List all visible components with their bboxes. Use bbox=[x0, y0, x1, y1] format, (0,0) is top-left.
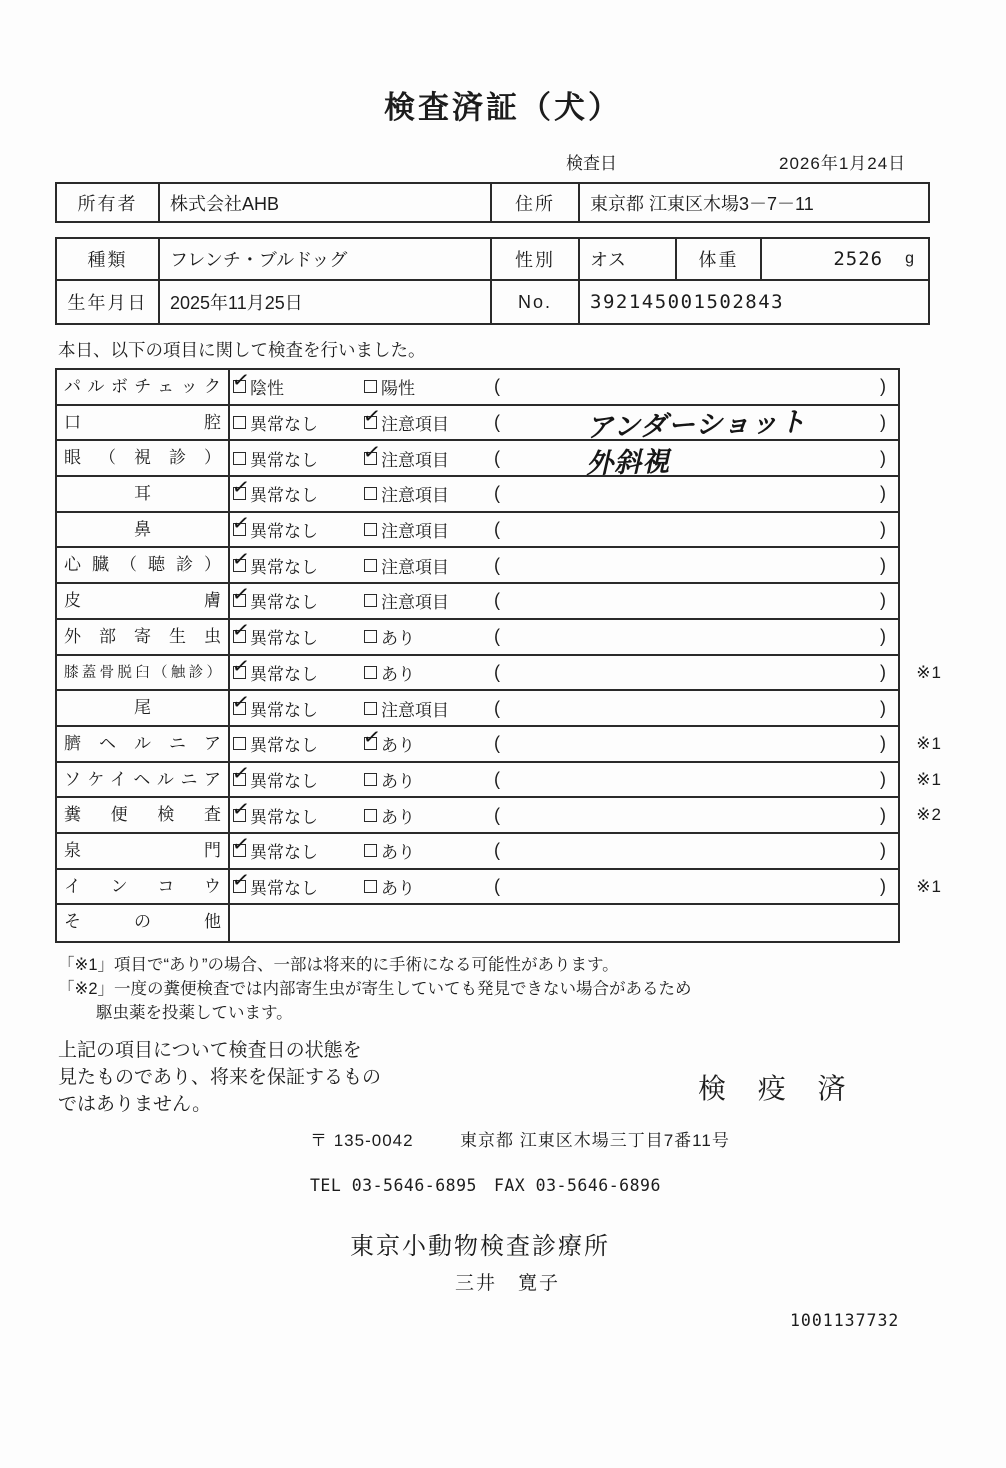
dog-table bbox=[55, 237, 930, 325]
clinic-address-row bbox=[0, 1126, 1006, 1150]
check-mark-icon: ✓ bbox=[361, 439, 383, 465]
checkbox-icon bbox=[364, 523, 377, 536]
paren-open: ( bbox=[494, 804, 500, 825]
option-label: 異常なし bbox=[250, 771, 318, 791]
weight-label: 体重 bbox=[677, 239, 762, 279]
handwritten-note bbox=[500, 881, 880, 891]
row-body bbox=[230, 691, 898, 725]
serial-number: 1001137732 bbox=[790, 1311, 900, 1330]
check-mark-icon: ✓ bbox=[230, 653, 252, 679]
check-mark-icon: ✓ bbox=[230, 510, 252, 537]
checkbox-checked-icon bbox=[230, 760, 252, 787]
option-label: 注意項目 bbox=[381, 522, 449, 542]
checkbox-checked-icon bbox=[361, 439, 383, 465]
paren-open: ( bbox=[494, 590, 500, 611]
row-body bbox=[230, 620, 898, 654]
check-mark-icon: ✓ bbox=[361, 725, 383, 751]
option-2 bbox=[361, 803, 492, 828]
option-2 bbox=[361, 517, 492, 542]
tel-fax: TEL 03-5646-6895 FAX 03-5646-6896 bbox=[310, 1176, 661, 1195]
option-1 bbox=[230, 760, 361, 792]
checkbox-checked-icon bbox=[230, 689, 252, 715]
checkbox-checked-icon bbox=[230, 618, 252, 644]
check-mark-icon: ✓ bbox=[230, 760, 252, 787]
option-1 bbox=[230, 368, 361, 399]
paren-field bbox=[492, 626, 898, 647]
option-2 bbox=[361, 767, 492, 792]
option-2 bbox=[361, 374, 492, 399]
disclaimer-line-2: 見たものであり、将来を保証するもの bbox=[58, 1067, 382, 1088]
option-2 bbox=[361, 439, 492, 471]
checkbox-icon bbox=[364, 559, 377, 572]
paren-field bbox=[492, 376, 898, 397]
paren-close: ) bbox=[880, 733, 886, 754]
exam-date-label: 検査日 bbox=[566, 154, 617, 173]
option-2 bbox=[361, 874, 492, 899]
dog-table-row-1 bbox=[57, 239, 928, 281]
checkbox-icon bbox=[364, 630, 377, 643]
check-mark-icon: ✓ bbox=[230, 618, 252, 644]
option-label: 注意項目 bbox=[381, 557, 449, 577]
checklist-row bbox=[57, 584, 898, 620]
checkbox-icon bbox=[364, 844, 377, 857]
address-value: 東京都 江東区木場3－7－11 bbox=[590, 193, 814, 214]
owner-label: 所有者 bbox=[57, 184, 160, 221]
vet-name: 三井 寛子 bbox=[455, 1273, 561, 1294]
option-label: 異常なし bbox=[250, 593, 318, 613]
option-label: 異常なし bbox=[250, 486, 318, 506]
footnote-mark: ※1 bbox=[916, 662, 942, 682]
footnotes bbox=[58, 953, 1006, 1025]
option-2 bbox=[361, 624, 492, 649]
option-label: あり bbox=[381, 664, 415, 684]
dog-table-row-2 bbox=[57, 281, 928, 323]
option-1 bbox=[230, 731, 361, 756]
option-label: 異常なし bbox=[250, 557, 318, 577]
paren-open: ( bbox=[494, 483, 500, 504]
exam-date-value: 2026年1月24日 bbox=[779, 154, 907, 173]
option-label: 異常なし bbox=[250, 629, 318, 649]
birthdate-label: 生年月日 bbox=[57, 281, 160, 323]
handwritten-note bbox=[500, 774, 880, 784]
option-1 bbox=[230, 689, 361, 721]
checklist-row bbox=[57, 548, 898, 584]
item-label: 尾 bbox=[57, 691, 230, 725]
checkbox-icon bbox=[364, 809, 377, 822]
item-label: 眼（視診） bbox=[57, 441, 230, 475]
row-body bbox=[230, 439, 898, 479]
option-2 bbox=[361, 696, 492, 721]
handwritten-note bbox=[500, 632, 880, 642]
paren-close: ) bbox=[880, 875, 886, 896]
paren-field bbox=[492, 769, 898, 790]
option-1 bbox=[230, 446, 361, 471]
sex-value: オス bbox=[580, 239, 677, 279]
owner-table bbox=[55, 182, 930, 223]
checkbox-checked-icon bbox=[361, 403, 383, 430]
handwritten-note bbox=[500, 560, 880, 570]
paren-open: ( bbox=[494, 733, 500, 754]
item-label: 心臓（聴診） bbox=[57, 548, 230, 582]
option-2 bbox=[361, 553, 492, 578]
paren-open: ( bbox=[494, 697, 500, 718]
option-1 bbox=[230, 653, 361, 685]
item-label: 臍ヘルニア bbox=[57, 727, 230, 761]
check-mark-icon: ✓ bbox=[230, 867, 252, 894]
row-body bbox=[230, 477, 898, 511]
check-mark-icon: ✓ bbox=[230, 796, 252, 822]
paren-field bbox=[492, 519, 898, 540]
paren-open: ( bbox=[494, 447, 500, 468]
footnote-2-continued: 駆虫薬を投薬しています。 bbox=[96, 1004, 293, 1022]
option-label: あり bbox=[381, 736, 415, 756]
checklist-row bbox=[57, 725, 942, 763]
checklist-row bbox=[57, 691, 898, 727]
check-mark-icon: ✓ bbox=[230, 832, 252, 858]
item-label: 外部寄生虫 bbox=[57, 620, 230, 654]
option-label: あり bbox=[381, 629, 415, 649]
paren-close: ) bbox=[880, 768, 886, 789]
checkbox-checked-icon bbox=[230, 546, 252, 572]
weight-unit: g bbox=[905, 250, 914, 267]
option-label: 異常なし bbox=[250, 878, 318, 898]
checkbox-checked-icon bbox=[230, 582, 252, 608]
item-label: 鼻 bbox=[57, 513, 230, 547]
paren-close: ) bbox=[880, 697, 886, 718]
option-2 bbox=[361, 481, 492, 506]
row-body bbox=[230, 653, 898, 690]
disclaimer bbox=[58, 1037, 430, 1118]
checklist-row bbox=[57, 796, 942, 834]
postal-code: 〒 135-0042 bbox=[310, 1131, 414, 1150]
paren-open: ( bbox=[494, 661, 500, 682]
checklist-row bbox=[57, 834, 898, 870]
checklist-row bbox=[57, 760, 942, 799]
row-body bbox=[230, 760, 898, 797]
paren-open: ( bbox=[494, 376, 500, 397]
intro-text: 本日、以下の項目に関して検査を行いました。 bbox=[58, 340, 426, 360]
no-label: No. bbox=[492, 281, 580, 323]
row-body bbox=[230, 727, 898, 761]
option-label: あり bbox=[381, 843, 415, 863]
option-label: 異常なし bbox=[250, 415, 318, 435]
paren-close: ) bbox=[880, 483, 886, 504]
option-2 bbox=[361, 838, 492, 863]
option-1 bbox=[230, 475, 361, 506]
option-label: あり bbox=[381, 878, 415, 898]
checkbox-icon bbox=[364, 666, 377, 679]
checkbox-checked-icon bbox=[230, 867, 252, 894]
paren-open: ( bbox=[494, 768, 500, 789]
paren-open: ( bbox=[494, 875, 500, 896]
row-body bbox=[230, 798, 898, 832]
row-body bbox=[230, 403, 898, 443]
footnote-2: 「※2」一度の糞便検査では内部寄生虫が寄生していても発見できない場合があるため bbox=[58, 980, 692, 998]
checkbox-icon bbox=[364, 773, 377, 786]
paren-close: ) bbox=[880, 412, 886, 433]
weight-value: 2526 bbox=[833, 248, 884, 270]
handwritten-note bbox=[500, 810, 880, 820]
paren-close: ) bbox=[880, 519, 886, 540]
handwritten-note bbox=[500, 525, 880, 535]
checkbox-checked-icon bbox=[230, 832, 252, 858]
paren-close: ) bbox=[880, 840, 886, 861]
option-label: 異常なし bbox=[250, 807, 318, 827]
paren-field bbox=[492, 439, 898, 478]
check-mark-icon: ✓ bbox=[230, 689, 252, 715]
option-label: 異常なし bbox=[250, 843, 318, 863]
option-1 bbox=[230, 546, 361, 578]
handwritten-note bbox=[500, 489, 880, 499]
option-1 bbox=[230, 582, 361, 613]
paren-field bbox=[492, 840, 898, 861]
option-label: 陰性 bbox=[250, 379, 284, 399]
paren-open: ( bbox=[494, 412, 500, 433]
item-label: その他 bbox=[57, 905, 230, 941]
row-body bbox=[230, 867, 898, 904]
paren-field bbox=[492, 662, 898, 683]
checkbox-checked-icon bbox=[230, 796, 252, 822]
row-body bbox=[230, 584, 898, 618]
checkbox-checked-icon bbox=[361, 725, 383, 751]
option-label: 注意項目 bbox=[381, 700, 449, 720]
address-label: 住所 bbox=[492, 184, 580, 221]
option-label: 異常なし bbox=[250, 700, 318, 720]
sex-label: 性別 bbox=[492, 239, 580, 279]
checkbox-checked-icon bbox=[230, 368, 252, 394]
option-1 bbox=[230, 510, 361, 542]
checkbox-icon bbox=[233, 452, 246, 465]
option-label: 注意項目 bbox=[381, 450, 449, 470]
row-body bbox=[230, 510, 898, 547]
option-1 bbox=[230, 867, 361, 899]
clinic-name: 東京小動物検査診療所 bbox=[350, 1233, 610, 1260]
row-body bbox=[230, 834, 898, 868]
checklist-row bbox=[57, 441, 898, 477]
option-1 bbox=[230, 410, 361, 435]
footnote-mark: ※2 bbox=[916, 805, 942, 825]
handwritten-note bbox=[500, 739, 880, 749]
check-mark-icon: ✓ bbox=[230, 475, 252, 501]
option-label: 注意項目 bbox=[381, 486, 449, 506]
paren-open: ( bbox=[494, 840, 500, 861]
paren-close: ) bbox=[880, 447, 886, 468]
option-label: あり bbox=[381, 771, 415, 791]
item-label: ソケイヘルニア bbox=[57, 763, 230, 797]
handwritten-note bbox=[500, 667, 880, 677]
check-mark-icon: ✓ bbox=[230, 582, 252, 608]
paren-field bbox=[492, 733, 898, 754]
checklist-row bbox=[57, 477, 898, 513]
paren-open: ( bbox=[494, 626, 500, 647]
paren-close: ) bbox=[880, 554, 886, 575]
option-1 bbox=[230, 832, 361, 863]
item-label: パルボチェック bbox=[57, 370, 230, 404]
row-body bbox=[230, 905, 898, 941]
option-label: 注意項目 bbox=[381, 415, 449, 435]
check-mark-icon: ✓ bbox=[230, 368, 252, 394]
checkbox-icon bbox=[233, 737, 246, 750]
handwritten-note bbox=[500, 703, 880, 713]
row-body bbox=[230, 370, 898, 404]
item-label: インコウ bbox=[57, 870, 230, 904]
paren-close: ) bbox=[880, 804, 886, 825]
checklist-row bbox=[57, 620, 898, 656]
option-label: 注意項目 bbox=[381, 593, 449, 613]
handwritten-note bbox=[500, 382, 880, 392]
row-body bbox=[230, 548, 898, 582]
option-label: 異常なし bbox=[250, 522, 318, 542]
weight-cell bbox=[762, 239, 928, 279]
checkbox-icon bbox=[233, 416, 246, 429]
paren-field bbox=[492, 876, 898, 897]
checklist-row bbox=[57, 905, 898, 941]
paren-field bbox=[492, 483, 898, 504]
item-label: 耳 bbox=[57, 477, 230, 511]
check-mark-icon: ✓ bbox=[230, 546, 252, 572]
option-2 bbox=[361, 660, 492, 685]
option-1 bbox=[230, 796, 361, 828]
disclaimer-line-3: ではありません。 bbox=[58, 1094, 212, 1115]
option-label: 異常なし bbox=[250, 664, 318, 684]
paren-close: ) bbox=[880, 590, 886, 611]
item-label: 口腔 bbox=[57, 406, 230, 440]
checklist-table bbox=[55, 368, 942, 943]
handwritten-note bbox=[500, 846, 880, 856]
disclaimer-line-1: 上記の項目について検査日の状態を bbox=[58, 1040, 362, 1061]
footnote-mark: ※1 bbox=[916, 876, 942, 896]
item-label: 皮膚 bbox=[57, 584, 230, 618]
checklist-row bbox=[57, 653, 942, 692]
checkbox-icon bbox=[364, 594, 377, 607]
checkbox-icon bbox=[364, 880, 377, 893]
option-label: 異常なし bbox=[250, 450, 318, 470]
paren-open: ( bbox=[494, 554, 500, 575]
quarantine-stamp: 検 疫 済 bbox=[698, 1073, 858, 1104]
option-1 bbox=[230, 618, 361, 649]
checkbox-icon bbox=[364, 702, 377, 715]
exam-date-row bbox=[0, 149, 1006, 175]
owner-value: 株式会社AHB bbox=[160, 184, 492, 221]
checklist-row bbox=[57, 510, 898, 549]
bottom-section bbox=[0, 1037, 1006, 1118]
footnote-mark: ※1 bbox=[916, 733, 942, 753]
paren-field bbox=[492, 555, 898, 576]
footnote-1: 「※1」項目で“あり”の場合、一部は将来的に手術になる可能性があります。 bbox=[58, 956, 619, 974]
paren-close: ) bbox=[880, 376, 886, 397]
checkbox-checked-icon bbox=[230, 475, 252, 501]
paren-field bbox=[492, 805, 898, 826]
paren-open: ( bbox=[494, 519, 500, 540]
paren-close: ) bbox=[880, 661, 886, 682]
handwritten-note: 外斜視 bbox=[585, 446, 671, 479]
option-2 bbox=[361, 725, 492, 756]
footnote-mark: ※1 bbox=[916, 769, 942, 789]
breed-label: 種類 bbox=[57, 239, 160, 279]
breed-value: フレンチ・ブルドッグ bbox=[160, 239, 492, 279]
checkbox-checked-icon bbox=[230, 510, 252, 537]
checkbox-icon bbox=[364, 380, 377, 393]
option-label: 異常なし bbox=[250, 736, 318, 756]
item-label: 膝蓋骨脱臼（触診） bbox=[57, 656, 230, 690]
handwritten-note bbox=[500, 596, 880, 606]
page-title: 検査済証（犬） bbox=[384, 90, 622, 125]
checklist-row bbox=[57, 867, 942, 906]
birthdate-value: 2025年11月25日 bbox=[160, 281, 492, 323]
option-label: 陽性 bbox=[381, 379, 415, 399]
option-2 bbox=[361, 403, 492, 435]
item-label: 糞便検査 bbox=[57, 798, 230, 832]
option-label: あり bbox=[381, 807, 415, 827]
paren-close: ) bbox=[880, 626, 886, 647]
checkbox-icon bbox=[364, 487, 377, 500]
clinic-address: 東京都 江東区木場三丁目7番11号 bbox=[460, 1131, 730, 1150]
paren-field bbox=[492, 590, 898, 611]
check-mark-icon: ✓ bbox=[361, 403, 383, 430]
paren-field bbox=[492, 698, 898, 719]
item-label: 泉門 bbox=[57, 834, 230, 868]
checkbox-checked-icon bbox=[230, 653, 252, 679]
no-value: 392145001502843 bbox=[590, 291, 785, 313]
option-2 bbox=[361, 588, 492, 613]
handwritten-note: アンダーショット bbox=[585, 406, 808, 443]
